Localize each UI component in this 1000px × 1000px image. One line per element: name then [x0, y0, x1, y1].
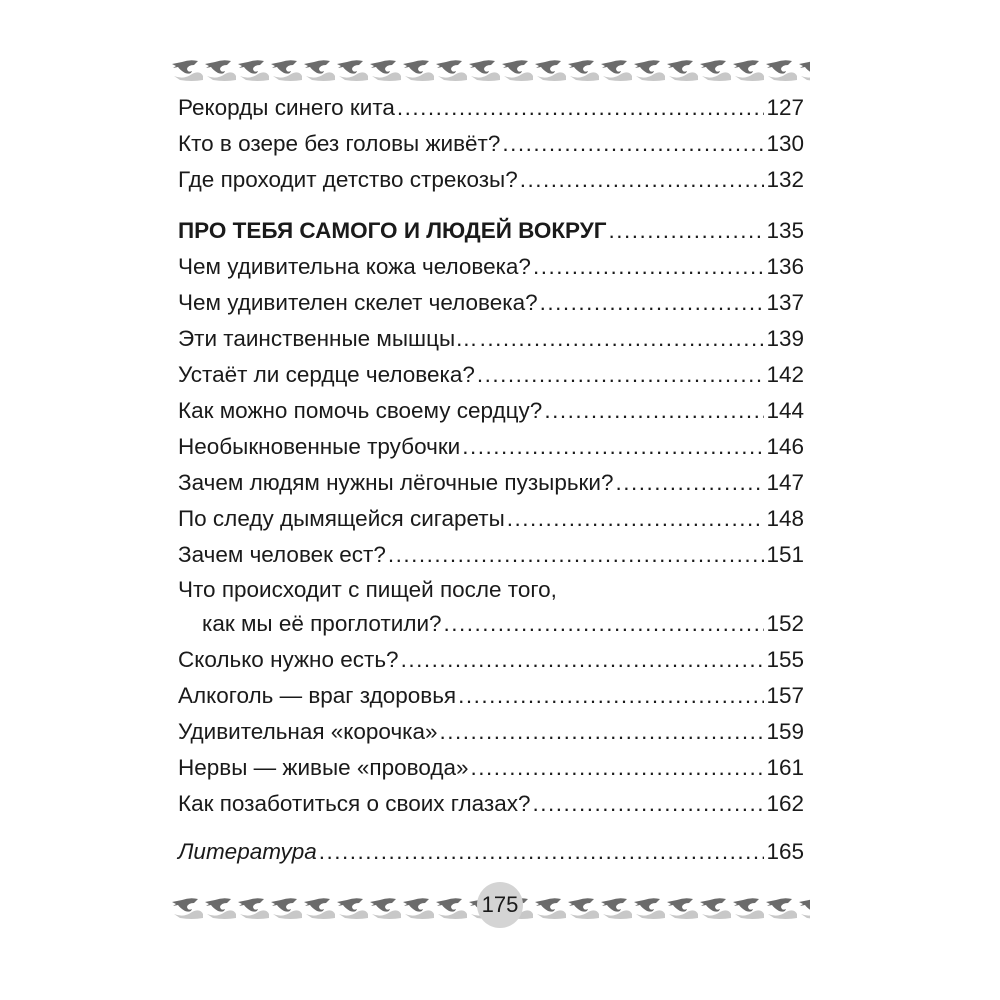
toc-entry[interactable]: Сколько нужно есть? ..... 155	[178, 642, 804, 678]
dot-leader	[444, 606, 765, 642]
dot-leader	[540, 285, 765, 321]
top-ornament-border	[170, 56, 810, 82]
toc-entry[interactable]: Устаёт ли сердце человека? ..... 142	[178, 357, 804, 393]
dot-leader	[388, 537, 765, 573]
dot-leader	[458, 678, 764, 714]
toc-entry[interactable]: Чем удивителен скелет человека? ..... 137	[178, 285, 804, 321]
toc-entry[interactable]: Где проходит детство стрекозы? ..... 132	[178, 162, 804, 198]
dot-leader	[615, 465, 764, 501]
dot-leader	[477, 357, 765, 393]
toc-entry[interactable]: Как позаботиться о своих глазах? ..... 162	[178, 786, 804, 822]
dot-leader	[462, 429, 764, 465]
toc-entry[interactable]: Нервы — живые «провода» ..... 161	[178, 750, 804, 786]
dot-leader	[520, 162, 765, 198]
dot-leader	[544, 393, 764, 429]
dot-leader	[401, 642, 765, 678]
toc-entry[interactable]: Рекорды синего кита ..... 127	[178, 90, 804, 126]
dot-leader	[507, 501, 765, 537]
toc-entry-multiline[interactable]: Что происходит с пищей после того, как мы её проглотили? ..... 152	[178, 573, 804, 642]
page-number: 175	[477, 882, 523, 928]
toc-entry[interactable]: Удивительная «корочка» ..... 159	[178, 714, 804, 750]
toc-entry[interactable]: По следу дымящейся сигареты ..... 148	[178, 501, 804, 537]
table-of-contents	[178, 90, 804, 870]
toc-entry-line1: Что происходит с пищей после того,	[178, 577, 557, 602]
toc-entry[interactable]: Кто в озере без головы живёт? ..... 130	[178, 126, 804, 162]
dot-leader	[533, 249, 765, 285]
toc-entry[interactable]: Необыкновенные трубочки ..... 146	[178, 429, 804, 465]
dot-leader	[397, 90, 765, 126]
toc-section-heading[interactable]: ПРО ТЕБЯ САМОГО И ЛЮДЕЙ ВОКРУГ ..... 135	[178, 213, 804, 249]
toc-entry[interactable]: Чем удивительна кожа человека? ..... 136	[178, 249, 804, 285]
dot-leader	[480, 321, 765, 357]
dot-leader	[532, 786, 764, 822]
dot-leader	[609, 213, 765, 249]
dot-leader	[319, 834, 765, 870]
dot-leader	[440, 714, 765, 750]
toc-entry[interactable]: Зачем человек ест? ..... 151	[178, 537, 804, 573]
dot-leader	[471, 750, 765, 786]
toc-entry[interactable]: Алкоголь — враг здоровья ..... 157	[178, 678, 804, 714]
toc-entry[interactable]: Эти таинственные мышцы… ..... 139	[178, 321, 804, 357]
toc-entry[interactable]: Как можно помочь своему сердцу? ..... 144	[178, 393, 804, 429]
toc-entry-literature[interactable]: Литература ..... 165	[178, 834, 804, 870]
dot-leader	[502, 126, 764, 162]
toc-entry[interactable]: Зачем людям нужны лёгочные пузырьки? ..... 147	[178, 465, 804, 501]
